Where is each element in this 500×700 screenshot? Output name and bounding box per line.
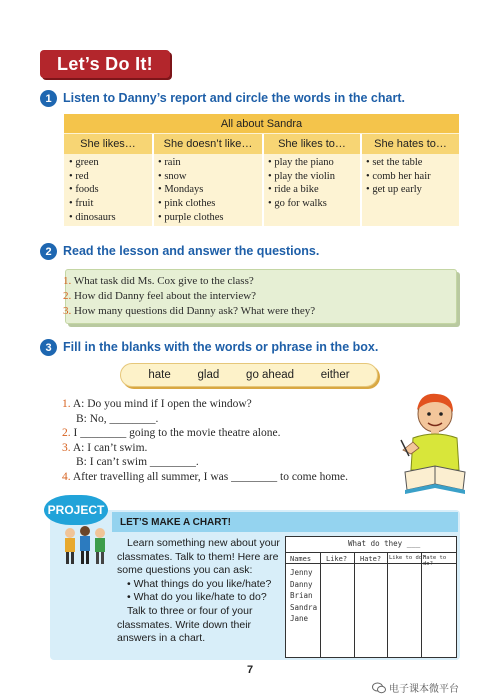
outro-line: classmates. Write down their — [117, 618, 252, 631]
list-item[interactable]: • Mondays — [158, 183, 224, 197]
item-number: 3. — [62, 441, 71, 454]
column-list-doesnt-like — [158, 156, 224, 225]
question-bullet: • What do you like/hate to do? — [127, 591, 267, 604]
lesson-title-badge — [40, 50, 170, 78]
item-text: After travelling all summer, I was ________ to come home. — [72, 470, 349, 483]
word-option[interactable]: hate — [148, 369, 171, 381]
chart-rule — [387, 552, 388, 657]
list-item[interactable]: • play the piano — [268, 156, 335, 170]
hand-chart-name: Jane — [290, 614, 309, 623]
exercise-line — [62, 412, 348, 427]
item-number: 2. — [62, 427, 71, 439]
exercise-line — [62, 441, 348, 456]
step-1-number: 1 — [40, 90, 57, 107]
step-2-instruction: Read the lesson and answer the questions. — [63, 244, 320, 258]
item-text: A: Do you mind if I open the window? — [72, 398, 252, 410]
word-option[interactable]: glad — [197, 369, 220, 381]
hand-chart-name: Sandra — [290, 602, 318, 612]
project-badge: PROJECT — [44, 495, 108, 525]
hand-chart-name: Danny — [290, 579, 313, 589]
exercise-line — [62, 470, 348, 485]
chart-rule — [320, 552, 321, 657]
hand-chart-column: Hate? — [360, 555, 382, 563]
column-header-likes: She likes… — [64, 134, 152, 154]
list-item[interactable]: • snow — [158, 170, 224, 184]
question-text: How did Danny feel about the interview? — [74, 290, 257, 302]
list-item[interactable]: • green — [69, 156, 116, 170]
hand-chart-title: What do they ___ — [348, 539, 421, 548]
intro-line: some questions you can ask: — [117, 564, 253, 577]
hand-chart-column: Hate to do? — [423, 555, 447, 567]
column-header-doesnt-like: She doesn’t like… — [154, 134, 262, 154]
column-header-hates-to: She hates to… — [362, 134, 459, 154]
exercise-line — [62, 397, 348, 412]
page-number: 7 — [246, 664, 254, 676]
boy-with-book-illustration — [395, 390, 473, 500]
list-item[interactable]: • get up early — [366, 183, 431, 197]
column-divider — [360, 134, 362, 226]
list-item[interactable]: • go for walks — [268, 197, 335, 211]
list-item[interactable]: • fruit — [69, 197, 116, 211]
column-list-likes — [69, 156, 116, 225]
item-number: 4. — [62, 470, 71, 483]
question-number: 3. — [63, 305, 72, 317]
step-3-instruction: Fill in the blanks with the words or phrase in the box. — [63, 340, 379, 354]
watermark — [372, 680, 459, 695]
step-2-number: 2 — [40, 243, 57, 260]
list-item[interactable]: • purple clothes — [158, 211, 224, 225]
item-text: B: I can’t swim ________. — [76, 456, 199, 468]
item-text: I ________ going to the movie theatre alone. — [73, 427, 281, 439]
list-item[interactable]: • set the table — [366, 156, 431, 170]
hand-chart-names — [290, 567, 317, 625]
question-item — [63, 274, 315, 289]
item-number: 1. — [62, 398, 71, 410]
list-item[interactable]: • red — [69, 170, 116, 184]
project-heading: LET’S MAKE A CHART! — [112, 512, 458, 532]
question-number: 2. — [63, 290, 72, 302]
list-item[interactable]: • rain — [158, 156, 224, 170]
kids-group-illustration — [58, 525, 112, 565]
fill-in-exercise — [62, 397, 348, 484]
question-list — [63, 274, 315, 319]
question-bullet: • What things do you like/hate? — [127, 577, 272, 590]
list-item[interactable]: • dinosaurs — [69, 211, 116, 225]
hand-chart-name: Brian — [290, 591, 313, 600]
hand-chart-name: Jenny — [290, 568, 313, 577]
bullet-text: What do you like/hate to do? — [133, 591, 267, 604]
item-text: B: No, ________. — [76, 412, 159, 425]
watermark-text: 电子课本微平台 — [389, 684, 459, 695]
question-text: How many questions did Danny ask? What were they? — [74, 305, 316, 317]
intro-line: classmates. Talk to them! Here are — [117, 550, 279, 563]
bullet-text: What things do you like/hate? — [133, 577, 272, 590]
list-item[interactable]: • comb her hair — [366, 170, 431, 184]
intro-line: Learn something new about your — [127, 537, 280, 549]
lesson-title: Let’s Do It! — [57, 53, 153, 74]
question-item — [63, 304, 315, 319]
list-item[interactable]: • pink clothes — [158, 197, 224, 211]
column-list-hates-to — [366, 156, 431, 197]
outro-line: answers in a chart. — [117, 632, 206, 645]
chart-caption: All about Sandra — [64, 114, 459, 133]
chart-rule — [286, 552, 456, 553]
step-1-instruction: Listen to Danny’s report and circle the words in the chart. — [63, 91, 405, 105]
item-text: A: I can’t swim. — [72, 441, 148, 454]
hand-drawn-chart — [285, 536, 457, 658]
question-item — [63, 289, 315, 304]
column-divider — [152, 134, 154, 226]
word-option[interactable]: go ahead — [246, 369, 295, 381]
wechat-icon — [372, 682, 386, 694]
hand-chart-column: Like? — [326, 555, 348, 563]
exercise-line — [62, 426, 348, 441]
word-option[interactable]: either — [320, 369, 350, 381]
exercise-line — [62, 455, 348, 470]
column-header-likes-to: She likes to… — [264, 134, 360, 154]
list-item[interactable]: • ride a bike — [268, 183, 335, 197]
question-text: What task did Ms. Cox give to the class? — [73, 275, 254, 287]
column-divider — [262, 134, 264, 226]
column-list-likes-to — [268, 156, 335, 211]
chart-rule — [354, 552, 355, 657]
step-3-number: 3 — [40, 339, 57, 356]
hand-chart-column: Names — [290, 555, 312, 563]
chart-rule — [421, 552, 422, 657]
outro-line: Talk to three or four of your — [127, 604, 253, 617]
list-item[interactable]: • foods — [69, 183, 116, 197]
hand-chart-column: Like to do? — [389, 555, 426, 561]
word-box — [120, 363, 378, 387]
question-number: 1. — [63, 275, 72, 287]
project-instructions — [117, 537, 282, 646]
list-item[interactable]: • play the violin — [268, 170, 335, 184]
